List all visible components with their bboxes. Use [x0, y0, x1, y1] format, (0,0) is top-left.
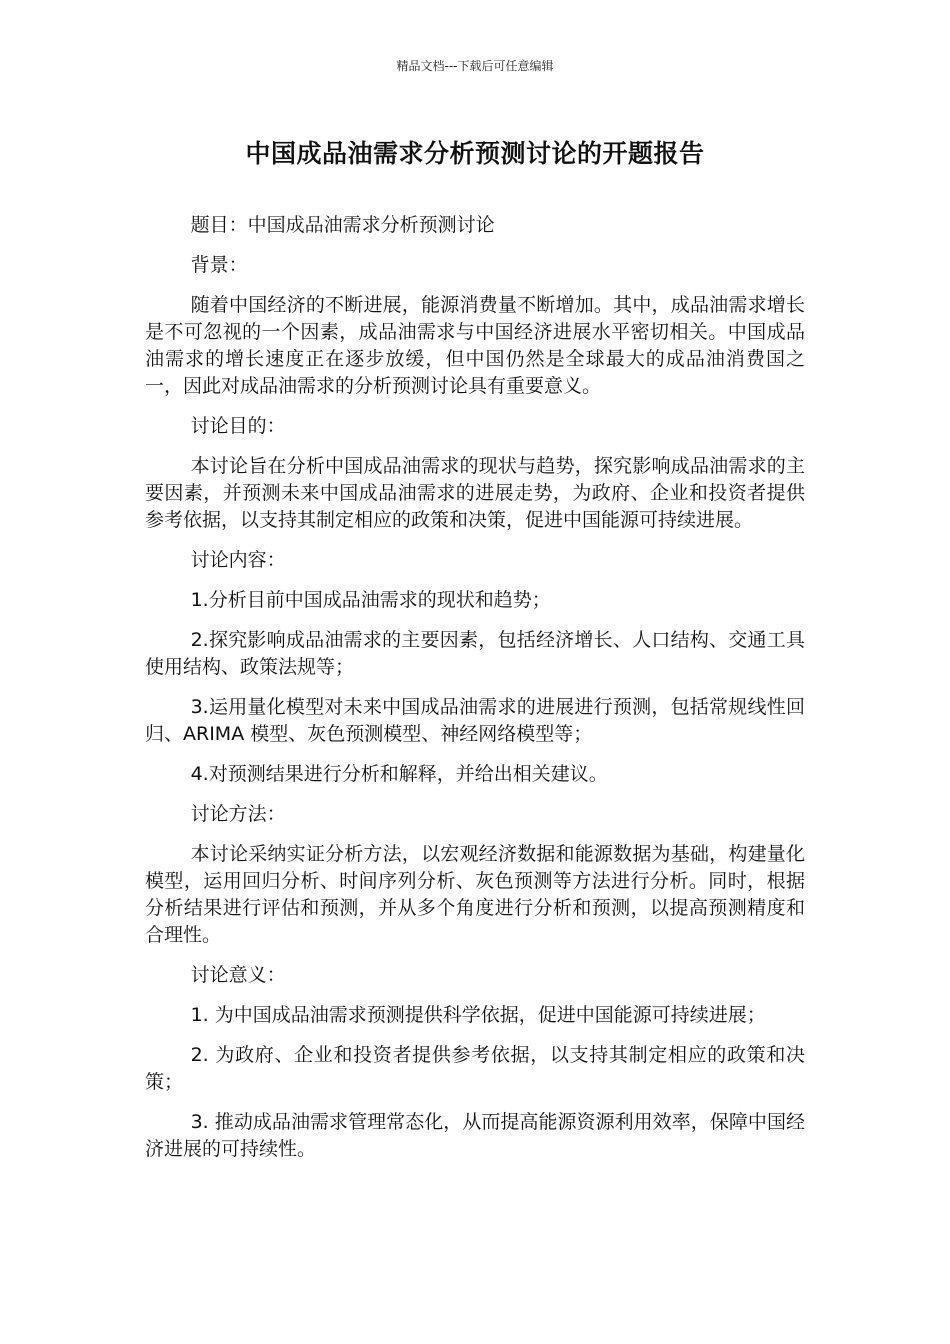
section-heading-content: 讨论内容： [190, 549, 286, 571]
content-item-4: 4.对预测结果进行分析和解释，并给出相关建议。 [190, 763, 608, 785]
significance-item-3: 3. 推动成品油需求管理常态化，从而提高能源资源利用效率，保障中国经济进展的可持续性。 [145, 1111, 805, 1160]
significance-item-1: 1. 为中国成品油需求预测提供科学依据，促进中国能源可持续进展； [190, 1004, 766, 1026]
section-heading-method: 讨论方法： [190, 803, 286, 825]
purpose-paragraph: 本讨论旨在分析中国成品油需求的现状与趋势，探究影响成品油需求的主要因素，并预测未来中国成品油需求的进展走势，为政府、企业和投资者提供参考依据，以支持其制定相应的政策和决策，促进中国能源可持续进展。 [145, 455, 805, 531]
section-heading-purpose: 讨论目的： [190, 415, 286, 437]
topic-line: 题目：中国成品油需求分析预测讨论 [190, 214, 495, 236]
content-item-2: 2.探究影响成品油需求的主要因素，包括经济增长、人口结构、交通工具使用结构、政策法规等； [145, 629, 805, 678]
document-title: 中国成品油需求分析预测讨论的开题报告 [245, 139, 705, 168]
section-heading-significance: 讨论意义： [190, 964, 286, 986]
content-item-3: 3.运用量化模型对未来中国成品油需求的进展进行预测，包括常规线性回归、ARIMA 模型、灰色预测模型、神经网络模型等； [145, 696, 805, 745]
page-header-note: 精品文档---下载后可任意编辑 [396, 59, 554, 73]
method-paragraph: 本讨论采纳实证分析方法，以宏观经济数据和能源数据为基础，构建量化模型，运用回归分析、时间序列分析、灰色预测等方法进行分析。同时，根据分析结果进行评估和预测，并从多个角度进行分析和预测，以提高预测精度和合理性。 [145, 843, 805, 946]
document-body [145, 212, 805, 1176]
background-paragraph: 随着中国经济的不断进展，能源消费量不断增加。其中，成品油需求增长是不可忽视的一个因素，成品油需求与中国经济进展水平密切相关。中国成品油需求的增长速度正在逐步放缓，但中国仍然是全球最大的成品油消费国之一，因此对成品油需求的分析预测讨论具有重要意义。 [145, 294, 805, 397]
content-item-1: 1.分析目前中国成品油需求的现状和趋势； [190, 589, 551, 611]
section-heading-background: 背景： [190, 254, 248, 276]
significance-item-2: 2. 为政府、企业和投资者提供参考依据，以支持其制定相应的政策和决策； [145, 1044, 805, 1093]
